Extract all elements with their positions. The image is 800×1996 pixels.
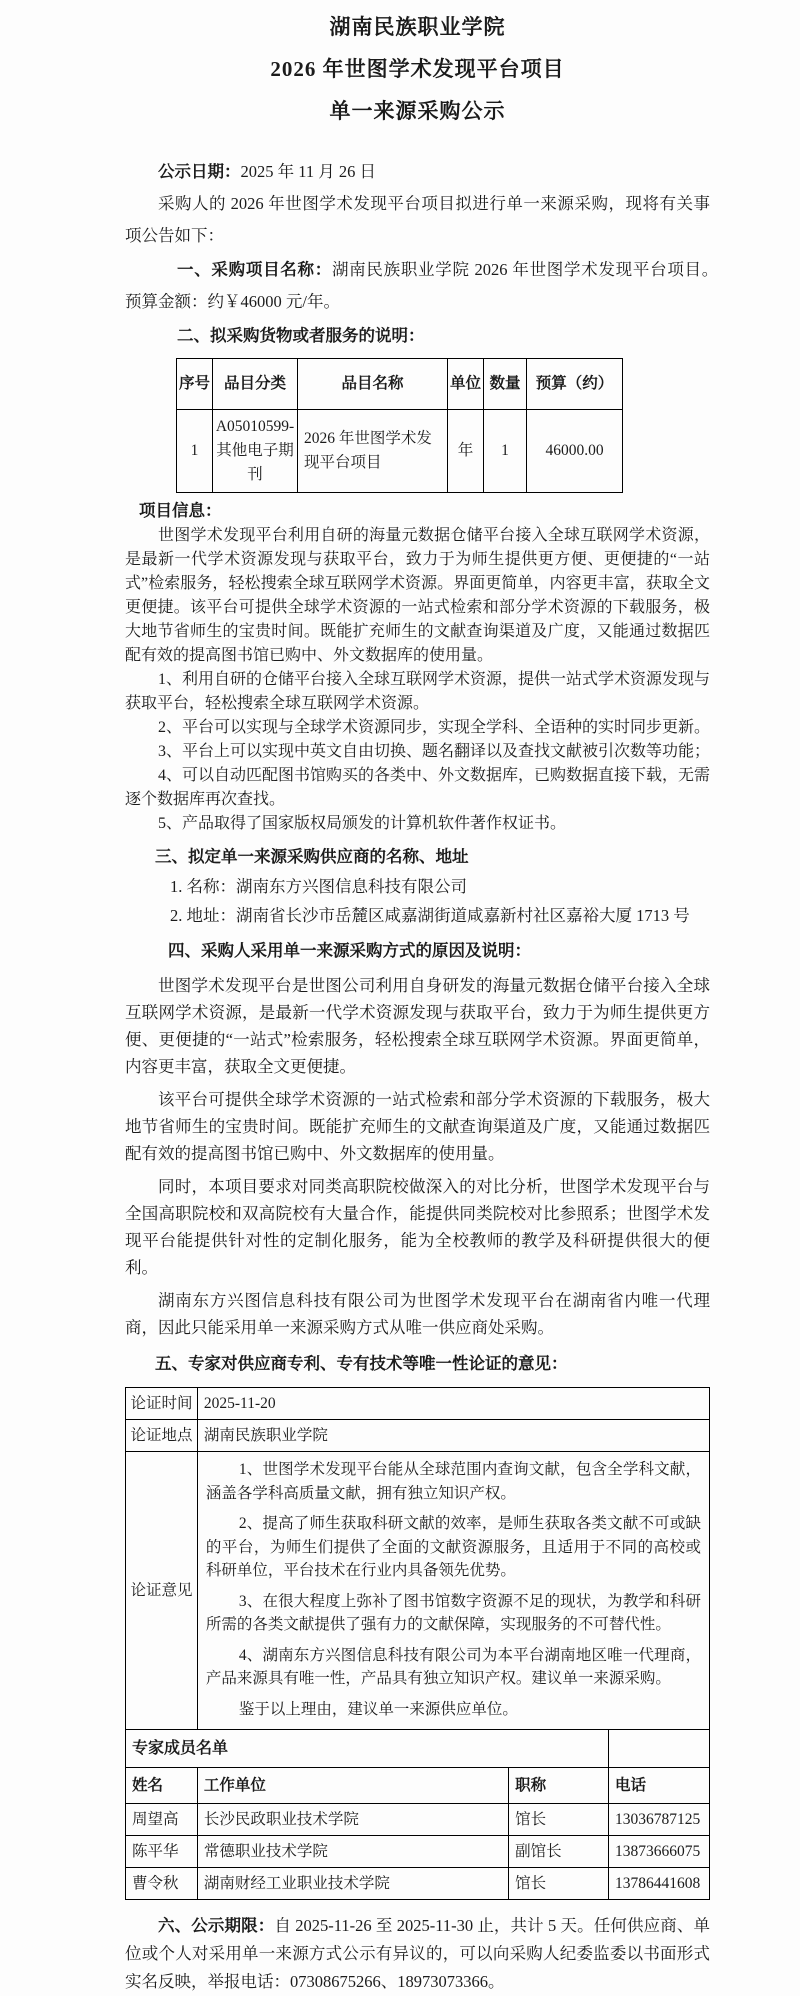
expert-opinion-content bbox=[197, 1452, 709, 1730]
section6-text: 自 2025-11-26 至 2025-11-30 止，共计 5 天。任何供应商、单位或个人对采用单一来源方式公示有异议的，可以向采购人纪委监委以书面形式实名反映，举报电话：07308675266、18973073366。 bbox=[125, 1916, 710, 1991]
project-info-point-2: 2、平台可以实现与全球学术资源同步，实现全学科、全语种的实时同步更新。 bbox=[158, 719, 711, 736]
section6-line bbox=[125, 1912, 710, 1996]
title-line-1: 湖南民族职业学院 bbox=[329, 15, 506, 39]
member-3-title: 馆长 bbox=[509, 1868, 609, 1900]
member-2-org: 常德职业技术学院 bbox=[197, 1836, 508, 1868]
expert-opinion-table bbox=[125, 1387, 710, 1900]
expert-opinion-label: 论证意见 bbox=[126, 1452, 198, 1730]
section1-heading: 一、采购项目名称： bbox=[177, 260, 332, 279]
goods-cell-budget: 46000.00 bbox=[527, 410, 623, 493]
goods-header-category: 品目分类 bbox=[213, 359, 298, 410]
expert-members-title-spacer bbox=[608, 1730, 709, 1768]
goods-header-name: 品目名称 bbox=[298, 359, 448, 410]
member-header-title: 职称 bbox=[509, 1768, 609, 1804]
member-1-phone: 13036787125 bbox=[608, 1804, 709, 1836]
member-row-1 bbox=[126, 1804, 710, 1836]
expert-time-row bbox=[126, 1388, 710, 1420]
publish-date-value: 2025 年 11 月 26 日 bbox=[240, 162, 377, 181]
expert-members-title: 专家成员名单 bbox=[126, 1730, 609, 1768]
section3-item-name: 1. 名称：湖南东方兴图信息科技有限公司 bbox=[170, 877, 467, 896]
member-row-2 bbox=[126, 1836, 710, 1868]
expert-time-value: 2025-11-20 bbox=[197, 1388, 709, 1420]
publish-date-line bbox=[125, 156, 710, 188]
member-row-3 bbox=[126, 1868, 710, 1900]
member-header-row bbox=[126, 1768, 710, 1804]
goods-header-unit: 单位 bbox=[448, 359, 484, 410]
title-line-2: 2026 年世图学术发现平台项目 bbox=[270, 57, 565, 81]
project-info-point-4: 4、可以自动匹配图书馆购买的各类中、外文数据库，已购数据直接下载，无需逐个数据库再次查找。 bbox=[125, 767, 711, 808]
member-3-org: 湖南财经工业职业技术学院 bbox=[197, 1868, 508, 1900]
member-3-name: 曹令秋 bbox=[126, 1868, 198, 1900]
project-info-point-5: 5、产品取得了国家版权局颁发的计算机软件著作权证书。 bbox=[158, 815, 567, 832]
expert-place-value: 湖南民族职业学院 bbox=[197, 1420, 709, 1452]
goods-cell-qty: 1 bbox=[484, 410, 527, 493]
intro-paragraph: 采购人的 2026 年世图学术发现平台项目拟进行单一来源采购，现将有关事项公告如下： bbox=[125, 194, 710, 245]
member-2-name: 陈平华 bbox=[126, 1836, 198, 1868]
document-title bbox=[125, 6, 710, 132]
goods-header-budget: 预算（约） bbox=[527, 359, 623, 410]
goods-header-no: 序号 bbox=[177, 359, 213, 410]
member-header-phone: 电话 bbox=[608, 1768, 709, 1804]
member-1-name: 周望高 bbox=[126, 1804, 198, 1836]
project-info-heading: 项目信息： bbox=[139, 501, 222, 520]
section4-paragraph-1: 世图学术发现平台是世图公司利用自身研发的海量元数据仓储平台接入全球互联网学术资源，是最新一代学术资源发现与获取平台，致力于为师生提供更方便、更便捷的“一站式”检索服务，轻松搜索全球互联网学术资源。界面更简单，内容更丰富，获取全文更便捷。 bbox=[125, 976, 710, 1076]
opinion-conclusion: 鉴于以上理由，建议单一来源供应单位。 bbox=[238, 1700, 518, 1718]
goods-table-header-row bbox=[177, 359, 623, 410]
project-info-paragraph: 世图学术发现平台利用自研的海量元数据仓储平台接入全球互联网学术资源，是最新一代学术资源发现与获取平台，致力于为师生提供更方便、更便捷的“一站式”检索服务，轻松搜索全球互联网学术资源。界面更简单，内容更丰富，获取全文更便捷。该平台可提供全球学术资源的一站式检索和部分学术资源的下载服务，极大地节省师生的宝贵时间。既能扩充师生的文献查询渠道及广度，又能通过数据匹配有效的提高图书馆已购中、外文数据库的使用量。 bbox=[125, 527, 710, 664]
project-info-point-3: 3、平台上可以实现中英文自由切换、题名翻译以及查找文献被引次数等功能； bbox=[158, 743, 711, 760]
member-header-name: 姓名 bbox=[126, 1768, 198, 1804]
section4-paragraph-2: 该平台可提供全球学术资源的一站式检索和部分学术资源的下载服务，极大地节省师生的宝贵时间。既能扩充师生的文献查询渠道及广度，又能通过数据匹配有效的提高图书馆已购中、外文数据库的使用量。 bbox=[125, 1090, 710, 1163]
opinion-point-1: 1、世图学术发现平台能从全球范围内查询文献，包含全学科文献，涵盖各学科高质量文献，拥有独立知识产权。 bbox=[205, 1461, 701, 1502]
opinion-point-2: 2、提高了师生获取科研文献的效率，是师生获取各类文献不可或缺的平台，为师生们提供了全面的文献资源服务，且适用于不同的高校或科研单位，平台技术在行业内具备领先优势。 bbox=[205, 1515, 701, 1579]
section6-heading: 六、公示期限： bbox=[158, 1916, 275, 1935]
goods-table bbox=[176, 358, 623, 493]
member-1-org: 长沙民政职业技术学院 bbox=[197, 1804, 508, 1836]
opinion-point-3: 3、在很大程度上弥补了图书馆数字资源不足的现状，为教学和科研所需的各类文献提供了强有力的文献保障，实现服务的不可替代性。 bbox=[205, 1592, 701, 1633]
section3-heading: 三、拟定单一来源采购供应商的名称、地址 bbox=[155, 847, 469, 866]
member-2-phone: 13873666075 bbox=[608, 1836, 709, 1868]
expert-time-label: 论证时间 bbox=[126, 1388, 198, 1420]
section4-paragraph-4: 湖南东方兴图信息科技有限公司为世图学术发现平台在湖南省内唯一代理商，因此只能采用单一来源采购方式从唯一供应商处采购。 bbox=[125, 1291, 710, 1337]
member-2-title: 副馆长 bbox=[509, 1836, 609, 1868]
goods-cell-name: 2026 年世图学术发现平台项目 bbox=[298, 410, 448, 493]
title-line-3: 单一来源采购公示 bbox=[329, 99, 506, 123]
expert-members-title-row bbox=[126, 1730, 710, 1768]
goods-cell-category: A05010599-其他电子期刊 bbox=[213, 410, 298, 493]
expert-opinion-row bbox=[126, 1452, 710, 1730]
section2-heading: 二、拟采购货物或者服务的说明： bbox=[177, 326, 425, 345]
section3-item-address: 2. 地址：湖南省长沙市岳麓区咸嘉湖街道咸嘉新村社区嘉裕大厦 1713 号 bbox=[170, 906, 690, 925]
section1-text: 湖南民族职业学院 2026 年世图学术发现平台项目。 预算金额：约￥46000 元/年。 bbox=[125, 260, 727, 311]
section4-paragraph-3: 同时，本项目要求对同类高职院校做深入的对比分析，世图学术发现平台与全国高职院校和双高院校有大量合作，能提供同类院校对比参照系；世图学术发现平台能提供针对性的定制化服务，能为全校教师的教学及科研提供很大的便利。 bbox=[125, 1177, 710, 1277]
opinion-point-4: 4、湖南东方兴图信息科技有限公司为本平台湖南地区唯一代理商，产品来源具有唯一性，产品具有独立知识产权。建议单一来源采购。 bbox=[205, 1646, 701, 1687]
member-header-org: 工作单位 bbox=[197, 1768, 508, 1804]
project-info-point-1: 1、利用自研的仓储平台接入全球互联网学术资源，提供一站式学术资源发现与获取平台，轻松搜索全球互联网学术资源。 bbox=[125, 671, 711, 712]
expert-place-row bbox=[126, 1420, 710, 1452]
goods-table-row bbox=[177, 410, 623, 493]
expert-place-label: 论证地点 bbox=[126, 1420, 198, 1452]
goods-cell-unit: 年 bbox=[448, 410, 484, 493]
member-3-phone: 13786441608 bbox=[608, 1868, 709, 1900]
goods-cell-no: 1 bbox=[177, 410, 213, 493]
member-1-title: 馆长 bbox=[509, 1804, 609, 1836]
section5-heading: 五、专家对供应商专利、专有技术等唯一性论证的意见： bbox=[155, 1354, 568, 1373]
goods-header-qty: 数量 bbox=[484, 359, 527, 410]
section4-heading: 四、采购人采用单一来源采购方式的原因及说明： bbox=[168, 941, 531, 960]
publish-date-label: 公示日期： bbox=[158, 162, 241, 181]
section1-line bbox=[125, 254, 727, 318]
